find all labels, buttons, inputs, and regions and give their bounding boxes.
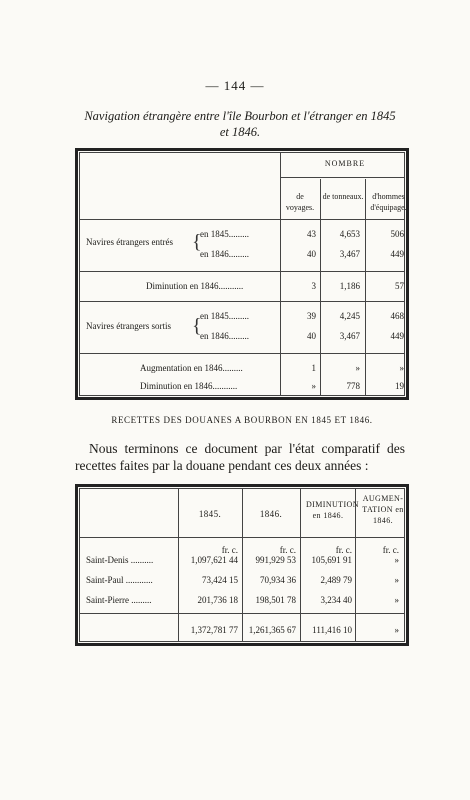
cell-voyages: 1 bbox=[311, 363, 316, 373]
row-label-saint-paul: Saint-Paul ............ bbox=[86, 575, 153, 585]
brace: { bbox=[192, 231, 202, 253]
cell-hommes: » bbox=[399, 363, 404, 373]
recettes-table bbox=[75, 484, 409, 646]
unit-label: fr. c. bbox=[221, 545, 238, 555]
intro-paragraph: Nous terminons ce document par l'état comparatif des recettes faites par la douane pendant ces deux années : bbox=[75, 441, 405, 473]
cell-tonneaux: 3,467 bbox=[339, 331, 360, 341]
brace: { bbox=[192, 315, 202, 337]
cell-hommes: 19 bbox=[395, 381, 404, 391]
total-1845: 1,372,781 77 bbox=[190, 625, 238, 635]
cell-augmentation: » bbox=[394, 555, 399, 565]
header-rule bbox=[80, 537, 404, 538]
cell-voyages: 3 bbox=[311, 281, 316, 291]
column-rule bbox=[242, 489, 243, 641]
cell-diminution: 2,489 79 bbox=[320, 575, 352, 585]
section-title-line2: et 1846. bbox=[219, 125, 261, 139]
row-rule bbox=[80, 301, 404, 302]
unit-label: fr. c. bbox=[279, 545, 296, 555]
cell-1845: 201,736 18 bbox=[197, 595, 238, 605]
cell-voyages: 43 bbox=[307, 229, 316, 239]
cell-tonneaux: 778 bbox=[346, 381, 360, 391]
header-1846: 1846. bbox=[259, 509, 283, 519]
cell-voyages: » bbox=[311, 381, 316, 391]
header-rule bbox=[80, 219, 404, 220]
header-nombre: NOMBRE bbox=[324, 159, 366, 168]
page-number: — 144 — bbox=[205, 78, 265, 93]
recettes-heading: RECETTES DES DOUANES A BOURBON EN 1845 ET 1846. bbox=[111, 415, 373, 425]
row-year: en 1846......... bbox=[200, 331, 249, 341]
cell-augmentation: » bbox=[394, 575, 399, 585]
unit-label: fr. c. bbox=[382, 545, 399, 555]
total-augmentation: » bbox=[394, 625, 399, 635]
total-1846: 1,261,365 67 bbox=[248, 625, 296, 635]
header-augmentation: AUGMEN- TATION en 1846. bbox=[362, 494, 404, 525]
cell-hommes: 449 bbox=[390, 249, 404, 259]
cell-diminution: 105,691 91 bbox=[311, 555, 352, 565]
row-year: en 1845......... bbox=[200, 229, 249, 239]
column-rule bbox=[320, 179, 321, 395]
navigation-table-frame bbox=[79, 152, 405, 396]
cell-tonneaux: 4,245 bbox=[339, 311, 360, 321]
row-rule bbox=[80, 271, 404, 272]
cell-1846: 70,934 36 bbox=[260, 575, 296, 585]
column-rule bbox=[280, 153, 281, 395]
row-year: en 1846......... bbox=[200, 249, 249, 259]
cell-tonneaux: » bbox=[355, 363, 360, 373]
cell-tonneaux: 3,467 bbox=[339, 249, 360, 259]
section-title-line1: Navigation étrangère entre l'île Bourbon et l'étranger en 1845 bbox=[84, 109, 396, 123]
cell-voyages: 40 bbox=[307, 249, 316, 259]
header-1845: 1845. bbox=[198, 509, 222, 519]
column-rule bbox=[178, 489, 179, 641]
cell-hommes: 449 bbox=[390, 331, 404, 341]
row-label-entres: Navires étrangers entrés bbox=[86, 237, 173, 247]
cell-tonneaux: 1,186 bbox=[339, 281, 360, 291]
cell-1846: 991,929 53 bbox=[255, 555, 296, 565]
header-hommes: d'hommes d'équipage. bbox=[370, 192, 407, 212]
unit-label: fr. c. bbox=[335, 545, 352, 555]
cell-1846: 198,501 78 bbox=[255, 595, 296, 605]
total-diminution: 111,416 10 bbox=[312, 625, 352, 635]
row-label-saint-pierre: Saint-Pierre ......... bbox=[86, 595, 152, 605]
cell-diminution: 3,234 40 bbox=[320, 595, 352, 605]
cell-hommes: 468 bbox=[390, 311, 404, 321]
header-voyages: de voyages. bbox=[285, 192, 315, 212]
cell-voyages: 40 bbox=[307, 331, 316, 341]
cell-tonneaux: 4,653 bbox=[339, 229, 360, 239]
cell-hommes: 506 bbox=[390, 229, 404, 239]
cell-augmentation: » bbox=[394, 595, 399, 605]
section-title bbox=[70, 108, 410, 140]
total-rule bbox=[80, 613, 404, 614]
column-rule bbox=[365, 179, 366, 395]
row-year: en 1845......... bbox=[200, 311, 249, 321]
cell-1845: 1,097,621 44 bbox=[190, 555, 238, 565]
row-label-diminution: Diminution en 1846........... bbox=[140, 381, 238, 391]
recettes-table-frame bbox=[79, 488, 405, 642]
header-diminution: DIMINUTION en 1846. bbox=[306, 500, 359, 520]
navigation-table bbox=[75, 148, 409, 400]
row-label-augmentation: Augmentation en 1846......... bbox=[140, 363, 243, 373]
cell-1845: 73,424 15 bbox=[202, 575, 238, 585]
header-rule bbox=[280, 177, 404, 178]
cell-hommes: 57 bbox=[395, 281, 404, 291]
column-rule bbox=[355, 489, 356, 641]
row-label-saint-denis: Saint-Denis .......... bbox=[86, 555, 154, 565]
header-tonneaux: de tonneaux. bbox=[322, 192, 364, 201]
row-label-diminution: Diminution en 1846........... bbox=[146, 281, 244, 291]
cell-voyages: 39 bbox=[307, 311, 316, 321]
column-rule bbox=[300, 489, 301, 641]
row-label-sortis: Navires étrangers sortis bbox=[86, 321, 171, 331]
row-rule bbox=[80, 353, 404, 354]
